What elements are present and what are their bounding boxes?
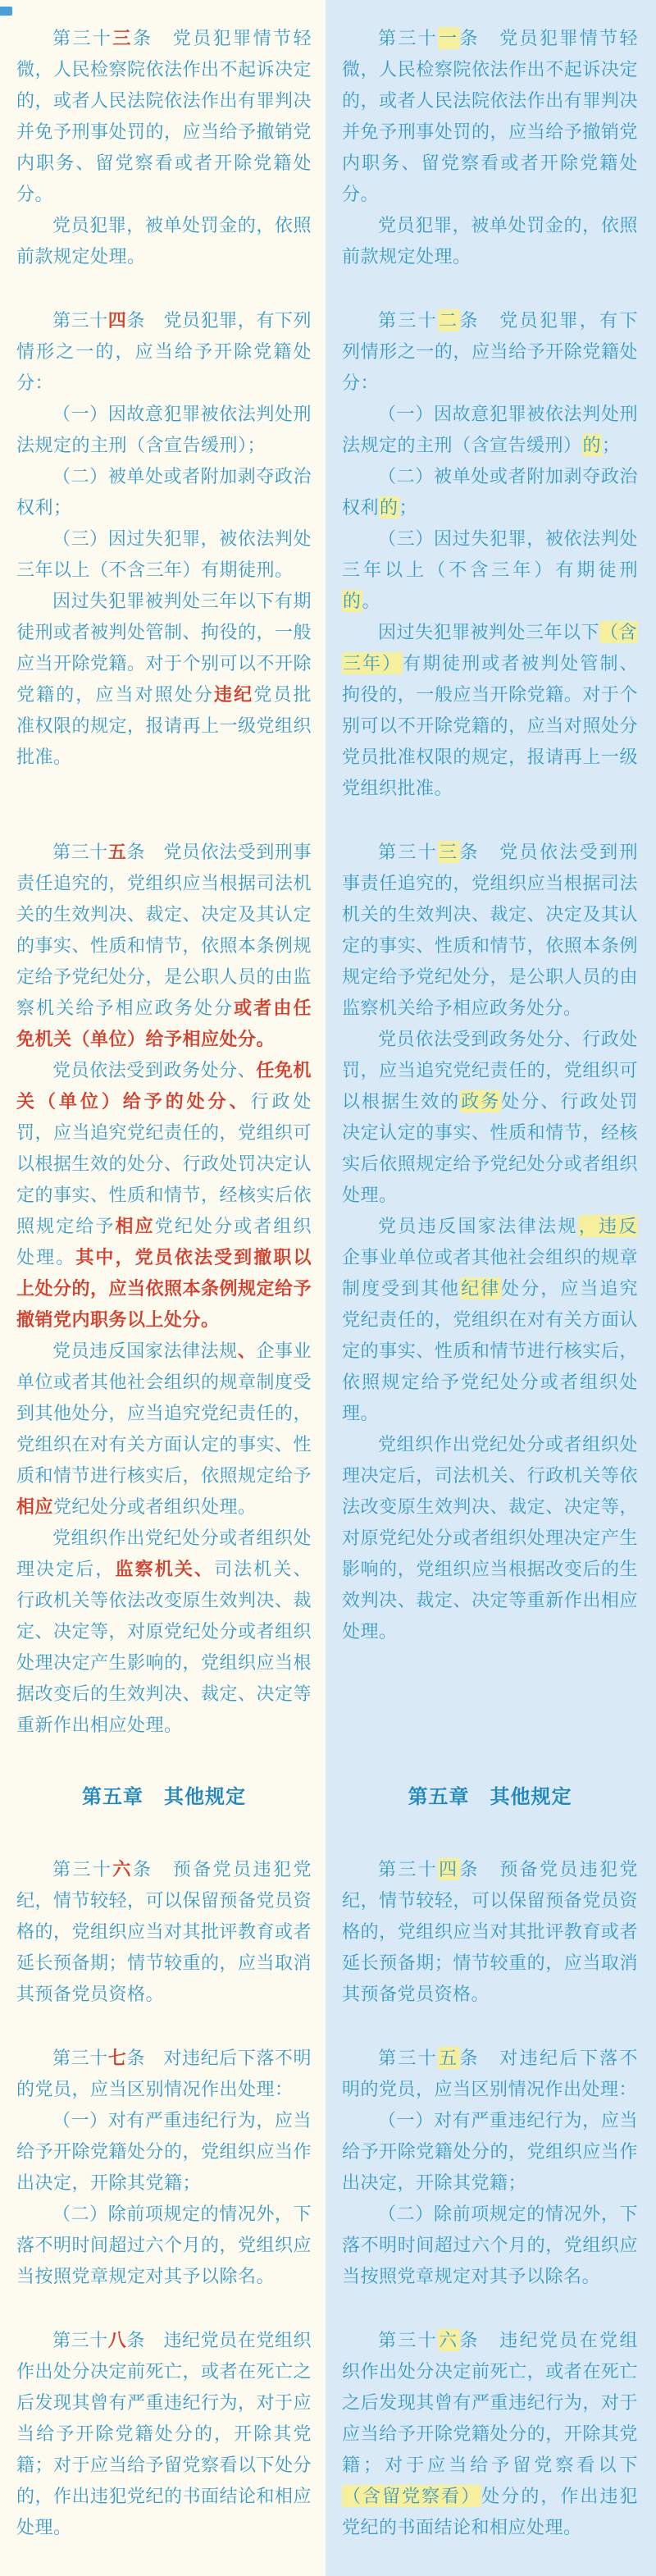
text-run: 司法机关、行政机关等依法改变原生效判决、裁定、决定等，对原党纪处分或者组织处理决定产生影响的，党组织应当根据改变后的生效判决、裁定、决定等重新作出相应处理。	[16, 1559, 312, 1735]
paragraph	[16, 23, 312, 210]
paragraph	[16, 210, 312, 272]
paragraph	[16, 461, 312, 523]
changed-text-new: 的	[582, 435, 602, 455]
text-run: 条 对违纪后下落不明的党员，应当区别情况作出处理：	[16, 2048, 312, 2099]
paragraph	[342, 210, 638, 272]
text-run: 党员批准权限的规定，报请再上一级党组织批准。	[16, 684, 312, 767]
text-run: 第三十	[52, 1859, 113, 1879]
paragraph	[16, 2105, 312, 2199]
text-run: 企事业单位或者其他社会组织的规章制度受到其他处分，应当追究党纪责任的，党组织在对有关方面认定的事实、性质和情节进行核实后，依照规定给予	[16, 1341, 312, 1486]
changed-text-new: 三	[439, 842, 459, 862]
text-run: （一）因故意犯罪被依法判处刑法规定的主刑（含宣告缓刑）	[342, 404, 638, 455]
text-run: （二）被单处或者附加剥夺政治权利；	[16, 466, 312, 518]
text-run: 条 党员犯罪，有下列情形之一的，应当给予开除党籍处分：	[342, 310, 638, 393]
changed-text-old: 任免机关（单位）给予的处分、	[16, 1060, 312, 1112]
changed-text-new: （含三年）	[343, 622, 638, 674]
text-run: 行政处罚，应当追究党纪责任的，党组织可以根据生效的处分、行政处罚决定认定的事实、性质和情节，经核实后依照规定给予	[16, 1091, 312, 1236]
text-run: （二）被单处或者附加剥夺政治权利	[342, 466, 638, 518]
text-run: 党员犯罪，被单处罚金的，依照前款规定处理。	[16, 215, 312, 267]
paragraph	[342, 1854, 638, 2010]
paragraph	[16, 399, 312, 461]
text-run: （三）因过失犯罪，被依法判处三年以上（不含三年）有期徒刑。	[16, 528, 312, 580]
paragraph	[342, 1429, 638, 1647]
changed-text-new: 纪律	[461, 1278, 501, 1299]
changed-text-old: 监察机关、	[115, 1559, 215, 1579]
text-run: 条 预备党员违犯党纪，情节较轻，可以保留预备党员资格的，党组织应当对其批评教育或者延长预备期；情节较重的，应当取消其预备党员资格。	[342, 1859, 638, 2004]
text-run: 第三十	[52, 842, 108, 862]
changed-text-new: ，违反	[578, 1216, 637, 1236]
new-version-cell	[326, 272, 656, 804]
new-version-cell	[326, 2292, 656, 2576]
text-run: （三）因过失犯罪，被依法判处三年以上（不含三年）有期徒刑	[342, 528, 638, 580]
text-run: 条 党员犯罪情节轻微，人民检察院依法作出不起诉决定的，或者人民法院依法作出有罪判决并免予刑事处罚的，应当给予撤销党内职务、留党察看或者开除党籍处分。	[16, 28, 312, 204]
text-run: 党员违反国家法律法规	[378, 1216, 578, 1236]
paragraph	[16, 1336, 312, 1523]
text-run: ；	[602, 435, 621, 455]
text-run: 党纪处分或者组织处理。	[16, 1216, 312, 1267]
text-run: 党员违反国家法律法规	[52, 1341, 238, 1361]
paragraph	[342, 2105, 638, 2199]
paragraph	[342, 1211, 638, 1429]
text-run: 条 党员犯罪情节轻微，人民检察院依法作出不起诉决定的，或者人民法院依法作出有罪判决并免予刑事处罚的，应当给予撤销党内职务、留党察看或者开除党籍处分。	[342, 28, 638, 204]
text-run: 条 违纪党员在党组织作出处分决定前死亡，或者在死亡之后发现其曾有严重违纪行为，对于应当给予开除党籍处分的，开除其党籍；对于应当给予留党察看以下处分的，作出违犯党纪的书面结论和相应处理。	[16, 2330, 312, 2537]
old-version-cell	[0, 2292, 326, 2576]
changed-text-new: 的	[380, 497, 399, 518]
text-run: 第三十	[378, 310, 439, 331]
paragraph	[342, 2043, 638, 2105]
text-run: 党纪处分或者组织处理。	[53, 1496, 257, 1517]
paragraph	[342, 1024, 638, 1211]
changed-text-new: （含留党察看）	[343, 2486, 481, 2506]
text-run: （一）对有严重违纪行为，应当给予开除党籍处分的，党组织应当作出决定，开除其党籍；	[342, 2110, 638, 2193]
text-run: 第三十	[52, 2330, 108, 2350]
paragraph	[16, 1523, 312, 1741]
changed-text-old: 四	[107, 310, 127, 331]
new-version-cell	[326, 0, 656, 272]
paragraph	[16, 523, 312, 586]
changed-text-old: 相应	[16, 1496, 54, 1517]
chapter-heading: 第五章 其他规定	[408, 1786, 572, 1808]
text-run: 条 预备党员违犯党纪，情节较轻，可以保留预备党员资格的，党组织应当对其批评教育或者延长预备期；情节较重的，应当取消其预备党员资格。	[16, 1859, 312, 2004]
chapter-heading: 第五章 其他规定	[82, 1786, 246, 1808]
paragraph	[16, 837, 312, 1055]
text-run: 条 违纪党员在党组织作出处分决定前死亡，或者在死亡之后发现其曾有严重违纪行为，对于应当给予开除党籍处分的，开除其党籍；对于应当给予留党察看以下	[342, 2330, 638, 2475]
text-run: 因过失犯罪被判处三年以下有期徒刑或者被判处管制、拘役的，一般应当开除党籍。对于个别可以不开除党籍的，应当对照处分	[16, 591, 312, 705]
text-run: （一）对有严重违纪行为，应当给予开除党籍处分的，党组织应当作出决定，开除其党籍；	[16, 2110, 312, 2193]
text-run: 条 对违纪后下落不明的党员，应当区别情况作出处理：	[342, 2048, 638, 2099]
text-run: 条 党员依法受到刑事责任追究的，党组织应当根据司法机关的生效判决、裁定、决定及其认定的事实、性质和情节，依照本条例规定给予党纪处分，是公职人员的由监察机关给予相应政务处分。	[342, 842, 638, 1018]
text-run: 党员依法受到政务处分、行政处罚，应当追究党纪责任的，党组织可以根据生效的	[342, 1029, 638, 1112]
text-run: 第三十	[52, 28, 113, 48]
paragraph	[16, 2199, 312, 2292]
paragraph	[342, 837, 638, 1024]
text-run: 处分的，作出违犯党纪的书面结论和相应处理。	[342, 2486, 638, 2537]
paragraph	[16, 586, 312, 773]
old-version-cell	[0, 0, 326, 272]
paragraph	[16, 305, 312, 399]
text-run: 第三十	[378, 842, 439, 862]
changed-text-old: 五	[107, 842, 127, 862]
paragraph	[342, 617, 638, 804]
text-run: 条 党员犯罪，有下列情形之一的，应当给予开除党籍处分：	[16, 310, 312, 393]
paragraph	[16, 1854, 312, 2010]
text-run: 处分、行政处罚决定认定的事实、性质和情节，经核实后依照规定给予党纪处分或者组织处理。	[342, 1091, 638, 1205]
paragraph	[342, 23, 638, 210]
text-run: 因过失犯罪被判处三年以下	[378, 622, 600, 642]
text-run: 党员依法受到政务处分、	[52, 1060, 257, 1080]
old-version-cell	[0, 1854, 326, 2010]
paragraph	[342, 461, 638, 523]
old-version-cell	[0, 2010, 326, 2292]
text-run: （二）除前项规定的情况外，下落不明时间超过六个月的，党组织应当按照党章规定对其予以除名。	[342, 2204, 638, 2286]
text-run: 企事业单位或者其他社会组织的规章制度受到其他	[342, 1247, 638, 1299]
text-run: 党员犯罪，被单处罚金的，依照前款规定处理。	[342, 215, 638, 267]
text-run: 处分，应当追究党纪责任的，党组织在对有关方面认定的事实、性质和情节进行核实后，依照规定给予党纪处分或者组织处理。	[342, 1278, 638, 1423]
paragraph	[342, 305, 638, 399]
paragraph	[342, 399, 638, 461]
changed-text-old: 六	[112, 1859, 133, 1879]
paragraph	[342, 2199, 638, 2292]
changed-text-new: 二	[439, 310, 459, 331]
new-version-cell	[326, 804, 656, 1741]
corner-artifact	[0, 7, 12, 16]
text-run: 第三十	[378, 28, 439, 48]
changed-text-new: 政务	[461, 1091, 501, 1112]
text-run: （二）除前项规定的情况外，下落不明时间超过六个月的，党组织应当按照党章规定对其予以除名。	[16, 2204, 312, 2286]
changed-text-old: 其中，党员依法受到撤职以上处分的，应当依照本条例规定给予撤销党内职务以上处分。	[16, 1247, 312, 1330]
changed-text-old: 、	[237, 1341, 257, 1361]
changed-text-new: 四	[439, 1859, 459, 1879]
text-run: ；	[399, 497, 418, 518]
old-version-cell	[0, 272, 326, 804]
changed-text-new: 五	[439, 2048, 459, 2068]
changed-text-old: 违纪	[214, 684, 254, 705]
changed-text-new: 六	[439, 2330, 459, 2350]
paragraph	[342, 523, 638, 617]
paragraph	[16, 2043, 312, 2105]
text-run: 条 党员依法受到刑事责任追究的，党组织应当根据司法机关的生效判决、裁定、决定及其认定的事实、性质和情节，依照本条例规定给予党纪处分，是公职人员的由监察机关给予相应政务处分	[16, 842, 312, 1018]
text-run: （一）因故意犯罪被依法判处刑法规定的主刑（含宣告缓刑）；	[16, 404, 312, 455]
new-version-cell	[326, 1854, 656, 2010]
new-version-cell	[326, 1741, 656, 1854]
changed-text-new: 一	[439, 28, 459, 48]
changed-text-old: 相应	[115, 1216, 155, 1236]
text-run: 第三十	[378, 1859, 439, 1879]
text-run: 第三十	[378, 2048, 439, 2068]
text-run: 第三十	[378, 2330, 439, 2350]
text-run: 有期徒刑或者被判处管制、拘役的，一般应当开除党籍。对于个别可以不开除党籍的，应当对照处分党员批准权限的规定，报请再上一级党组织批准。	[342, 653, 638, 798]
paragraph	[16, 1055, 312, 1336]
new-version-cell	[326, 2010, 656, 2292]
changed-text-old: 或者由任免机关（单位）给予相应处分。	[16, 998, 312, 1049]
text-run: 第三十	[52, 310, 108, 331]
changed-text-old: 八	[107, 2330, 127, 2350]
changed-text-old: 三	[112, 28, 133, 48]
text-run: 第三十	[52, 2048, 108, 2068]
text-run: 党组织作出党纪处分或者组织处理决定后，	[16, 1528, 312, 1579]
old-version-cell	[0, 804, 326, 1741]
old-version-cell	[0, 1741, 326, 1854]
paragraph	[342, 2325, 638, 2543]
changed-text-old: 七	[107, 2048, 127, 2068]
changed-text-new: 的	[343, 591, 362, 611]
text-run: 。	[362, 591, 381, 611]
paragraph	[16, 2325, 312, 2543]
text-run: 党组织作出党纪处分或者组织处理决定后，司法机关、行政机关等依法改变原生效判决、裁定、决定等，对原党纪处分或者组织处理决定产生影响的，党组织应当根据改变后的生效判决、裁定、决定等重新作出相应处理。	[342, 1434, 638, 1642]
